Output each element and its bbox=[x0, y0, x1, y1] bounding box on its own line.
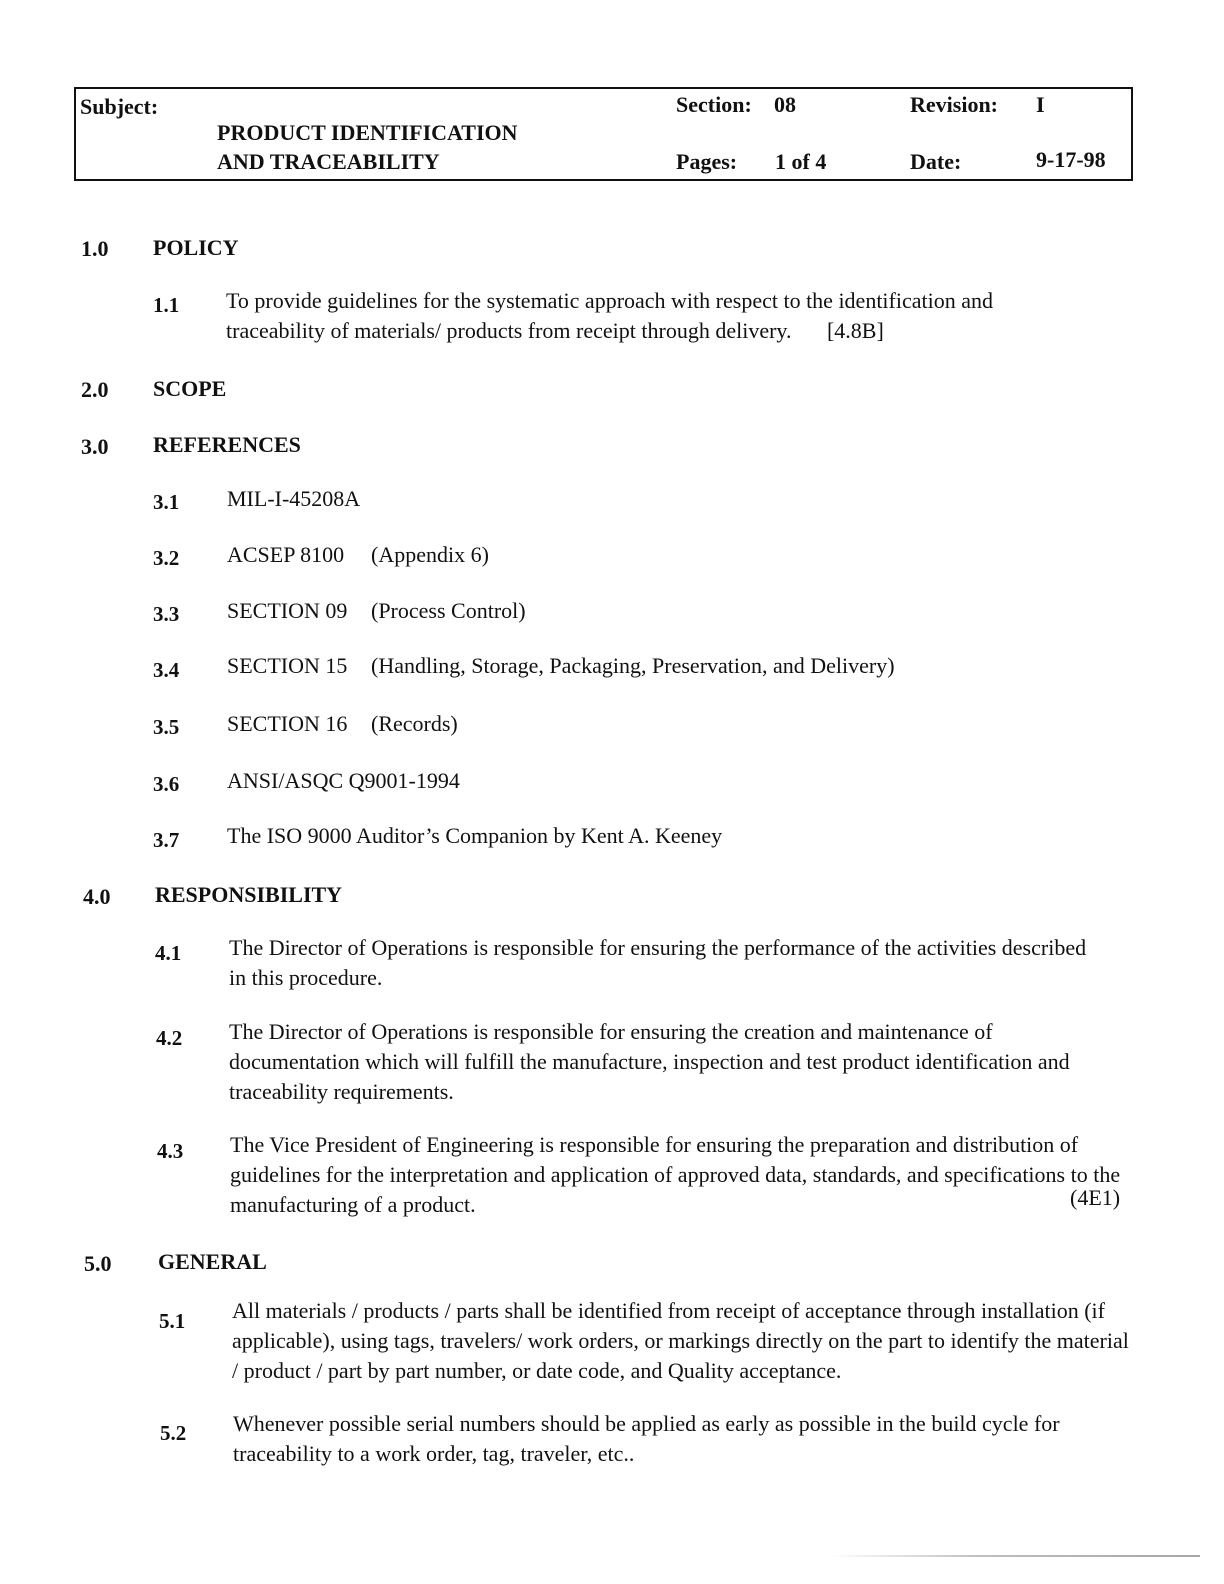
section-number: 1.0 bbox=[81, 236, 109, 261]
section-title-general: GENERAL bbox=[158, 1249, 267, 1274]
reference-item bbox=[227, 596, 1127, 626]
section-number: 3.0 bbox=[81, 434, 109, 459]
section-value: 08 bbox=[774, 92, 796, 117]
reference-description: (Records) bbox=[371, 711, 458, 736]
item-number: 3.4 bbox=[153, 658, 180, 682]
responsibility-item-text: The Director of Operations is responsible for ensuring the creation and maintenance of documentation which will fulfill the manufacture, inspection and test product identification and traceability requirements. bbox=[229, 1019, 1070, 1104]
section-title-responsibility: RESPONSIBILITY bbox=[155, 882, 343, 907]
pages-value: 1 of 4 bbox=[775, 149, 827, 174]
item-number: 1.1 bbox=[153, 293, 180, 317]
policy-item-body: To provide guidelines for the systematic approach with respect to the identification and traceability of materials/ products from receipt through delivery. bbox=[226, 288, 994, 343]
section-title-policy: POLICY bbox=[153, 235, 239, 260]
item-number: 3.1 bbox=[153, 490, 180, 514]
section-label: Section: bbox=[676, 92, 752, 117]
section-number: 4.0 bbox=[83, 884, 111, 909]
date-label: Date: bbox=[910, 149, 962, 174]
item-number: 5.2 bbox=[160, 1421, 187, 1445]
responsibility-item-tag: (4E1) bbox=[1070, 1185, 1121, 1210]
reference-code: ANSI/ASQC Q9001-1994 bbox=[227, 768, 460, 793]
responsibility-item-text: The Director of Operations is responsible for ensuring the performance of the activities described in this procedure. bbox=[229, 935, 1087, 990]
reference-code: SECTION 09 bbox=[227, 598, 348, 623]
reference-item bbox=[227, 484, 1127, 514]
item-number: 4.2 bbox=[156, 1026, 183, 1050]
item-number: 4.1 bbox=[155, 941, 182, 965]
reference-item bbox=[227, 821, 1127, 851]
reference-description: (Process Control) bbox=[371, 598, 526, 623]
item-number: 3.6 bbox=[153, 772, 180, 796]
item-number: 3.7 bbox=[153, 828, 180, 852]
reference-code: MIL-I-45208A bbox=[227, 486, 361, 511]
reference-item bbox=[227, 709, 1127, 739]
item-number: 4.3 bbox=[157, 1139, 184, 1163]
document-title-line2: AND TRACEABILITY bbox=[217, 149, 440, 174]
general-item-text: Whenever possible serial numbers should be applied as early as possible in the build cycle for traceability to a work order, tag, traveler, etc.. bbox=[233, 1411, 1060, 1466]
scan-artifact-line bbox=[830, 1555, 1200, 1557]
general-item-text: All materials / products / parts shall be identified from receipt of acceptance through installation (if applicable), using tags, travelers/ work orders, or markings directly on the part to identify the material / product / part by part number, or date code, and Quality acceptance. bbox=[232, 1298, 1129, 1383]
section-number: 2.0 bbox=[81, 377, 109, 402]
reference-code: ACSEP 8100 bbox=[227, 542, 345, 567]
item-number: 3.3 bbox=[153, 602, 180, 626]
section-title-references: REFERENCES bbox=[153, 432, 301, 457]
section-number: 5.0 bbox=[84, 1251, 112, 1276]
item-number: 3.5 bbox=[153, 715, 180, 739]
reference-item bbox=[227, 766, 1127, 796]
reference-description: (Handling, Storage, Packaging, Preservation, and Delivery) bbox=[371, 653, 895, 678]
item-number: 3.2 bbox=[153, 546, 180, 570]
pages-label: Pages: bbox=[676, 149, 738, 174]
document-title-line1: PRODUCT IDENTIFICATION bbox=[217, 120, 518, 145]
reference-description: (Appendix 6) bbox=[371, 542, 489, 567]
revision-label: Revision: bbox=[910, 92, 998, 117]
policy-item-tag: [4.8B] bbox=[826, 318, 884, 343]
reference-code: SECTION 16 bbox=[227, 711, 348, 736]
policy-item-text bbox=[226, 286, 1086, 346]
date-value: 9-17-98 bbox=[1036, 147, 1106, 172]
reference-code: SECTION 15 bbox=[227, 653, 348, 678]
revision-value: I bbox=[1036, 92, 1045, 117]
reference-item bbox=[227, 651, 1127, 681]
responsibility-item-text: The Vice President of Engineering is responsible for ensuring the preparation and distribution of guidelines for the interpretation and application of approved data, standards, and specifications to the manufacturing of a product. bbox=[230, 1132, 1121, 1217]
reference-item bbox=[227, 540, 1127, 570]
subject-label: Subject: bbox=[80, 94, 159, 119]
reference-code: The ISO 9000 Auditor’s Companion by Kent A. Keeney bbox=[227, 823, 723, 848]
section-title-scope: SCOPE bbox=[153, 376, 227, 401]
item-number: 5.1 bbox=[159, 1309, 186, 1333]
